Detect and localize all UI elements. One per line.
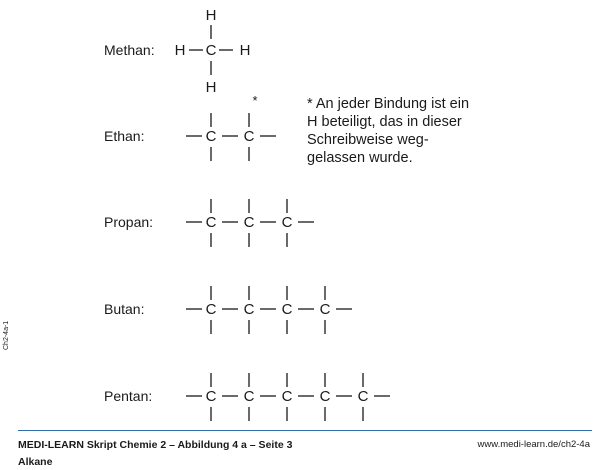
pentan-c1: C bbox=[205, 388, 217, 405]
pentan-label: Pentan: bbox=[104, 388, 153, 404]
methan-structure bbox=[175, 7, 251, 96]
note-line-3: Schreibweise weg- bbox=[307, 132, 429, 148]
footer-divider bbox=[18, 430, 592, 431]
propan-structure bbox=[186, 199, 314, 247]
pentan-c2: C bbox=[243, 388, 255, 405]
propan-c3: C bbox=[281, 214, 293, 231]
ethan-asterisk: * bbox=[252, 93, 258, 108]
butan-c3: C bbox=[281, 301, 293, 318]
butan-label: Butan: bbox=[104, 301, 145, 317]
methan-c: C bbox=[205, 42, 217, 59]
pentan-c5: C bbox=[357, 388, 369, 405]
ethan-structure bbox=[186, 93, 276, 161]
propan-label: Propan: bbox=[104, 214, 154, 230]
methan-h-right: H bbox=[239, 42, 251, 59]
butan-c2: C bbox=[243, 301, 255, 318]
side-figure-code: Ch2-4a-1 bbox=[3, 320, 10, 350]
butan-structure bbox=[186, 286, 352, 334]
note-line-1: * An jeder Bindung ist ein bbox=[307, 96, 470, 112]
ethan-c2: C bbox=[243, 128, 255, 145]
propan-c2: C bbox=[243, 214, 255, 231]
pentan-c3: C bbox=[281, 388, 293, 405]
pentan-structure bbox=[186, 373, 390, 421]
methan-h-bottom: H bbox=[205, 79, 217, 96]
butan-c1: C bbox=[205, 301, 217, 318]
footer-url: www.medi-learn.de/ch2-4a bbox=[477, 439, 590, 450]
pentan-c4: C bbox=[319, 388, 331, 405]
methan-h-top: H bbox=[205, 7, 217, 24]
methan-label: Methan: bbox=[104, 42, 155, 58]
butan-c4: C bbox=[319, 301, 331, 318]
methan-h-left: H bbox=[174, 42, 186, 59]
ethan-c1: C bbox=[205, 128, 217, 145]
note-line-2: H beteiligt, das in dieser bbox=[307, 114, 462, 130]
footer-title: MEDI-LEARN Skript Chemie 2 – Abbildung 4 a – Seite 3 bbox=[18, 439, 293, 451]
note-line-4: gelassen wurde. bbox=[307, 150, 413, 166]
asterisk-note bbox=[307, 95, 469, 167]
propan-c1: C bbox=[205, 214, 217, 231]
footer-subtitle: Alkane bbox=[18, 456, 53, 468]
ethan-label: Ethan: bbox=[104, 128, 145, 144]
